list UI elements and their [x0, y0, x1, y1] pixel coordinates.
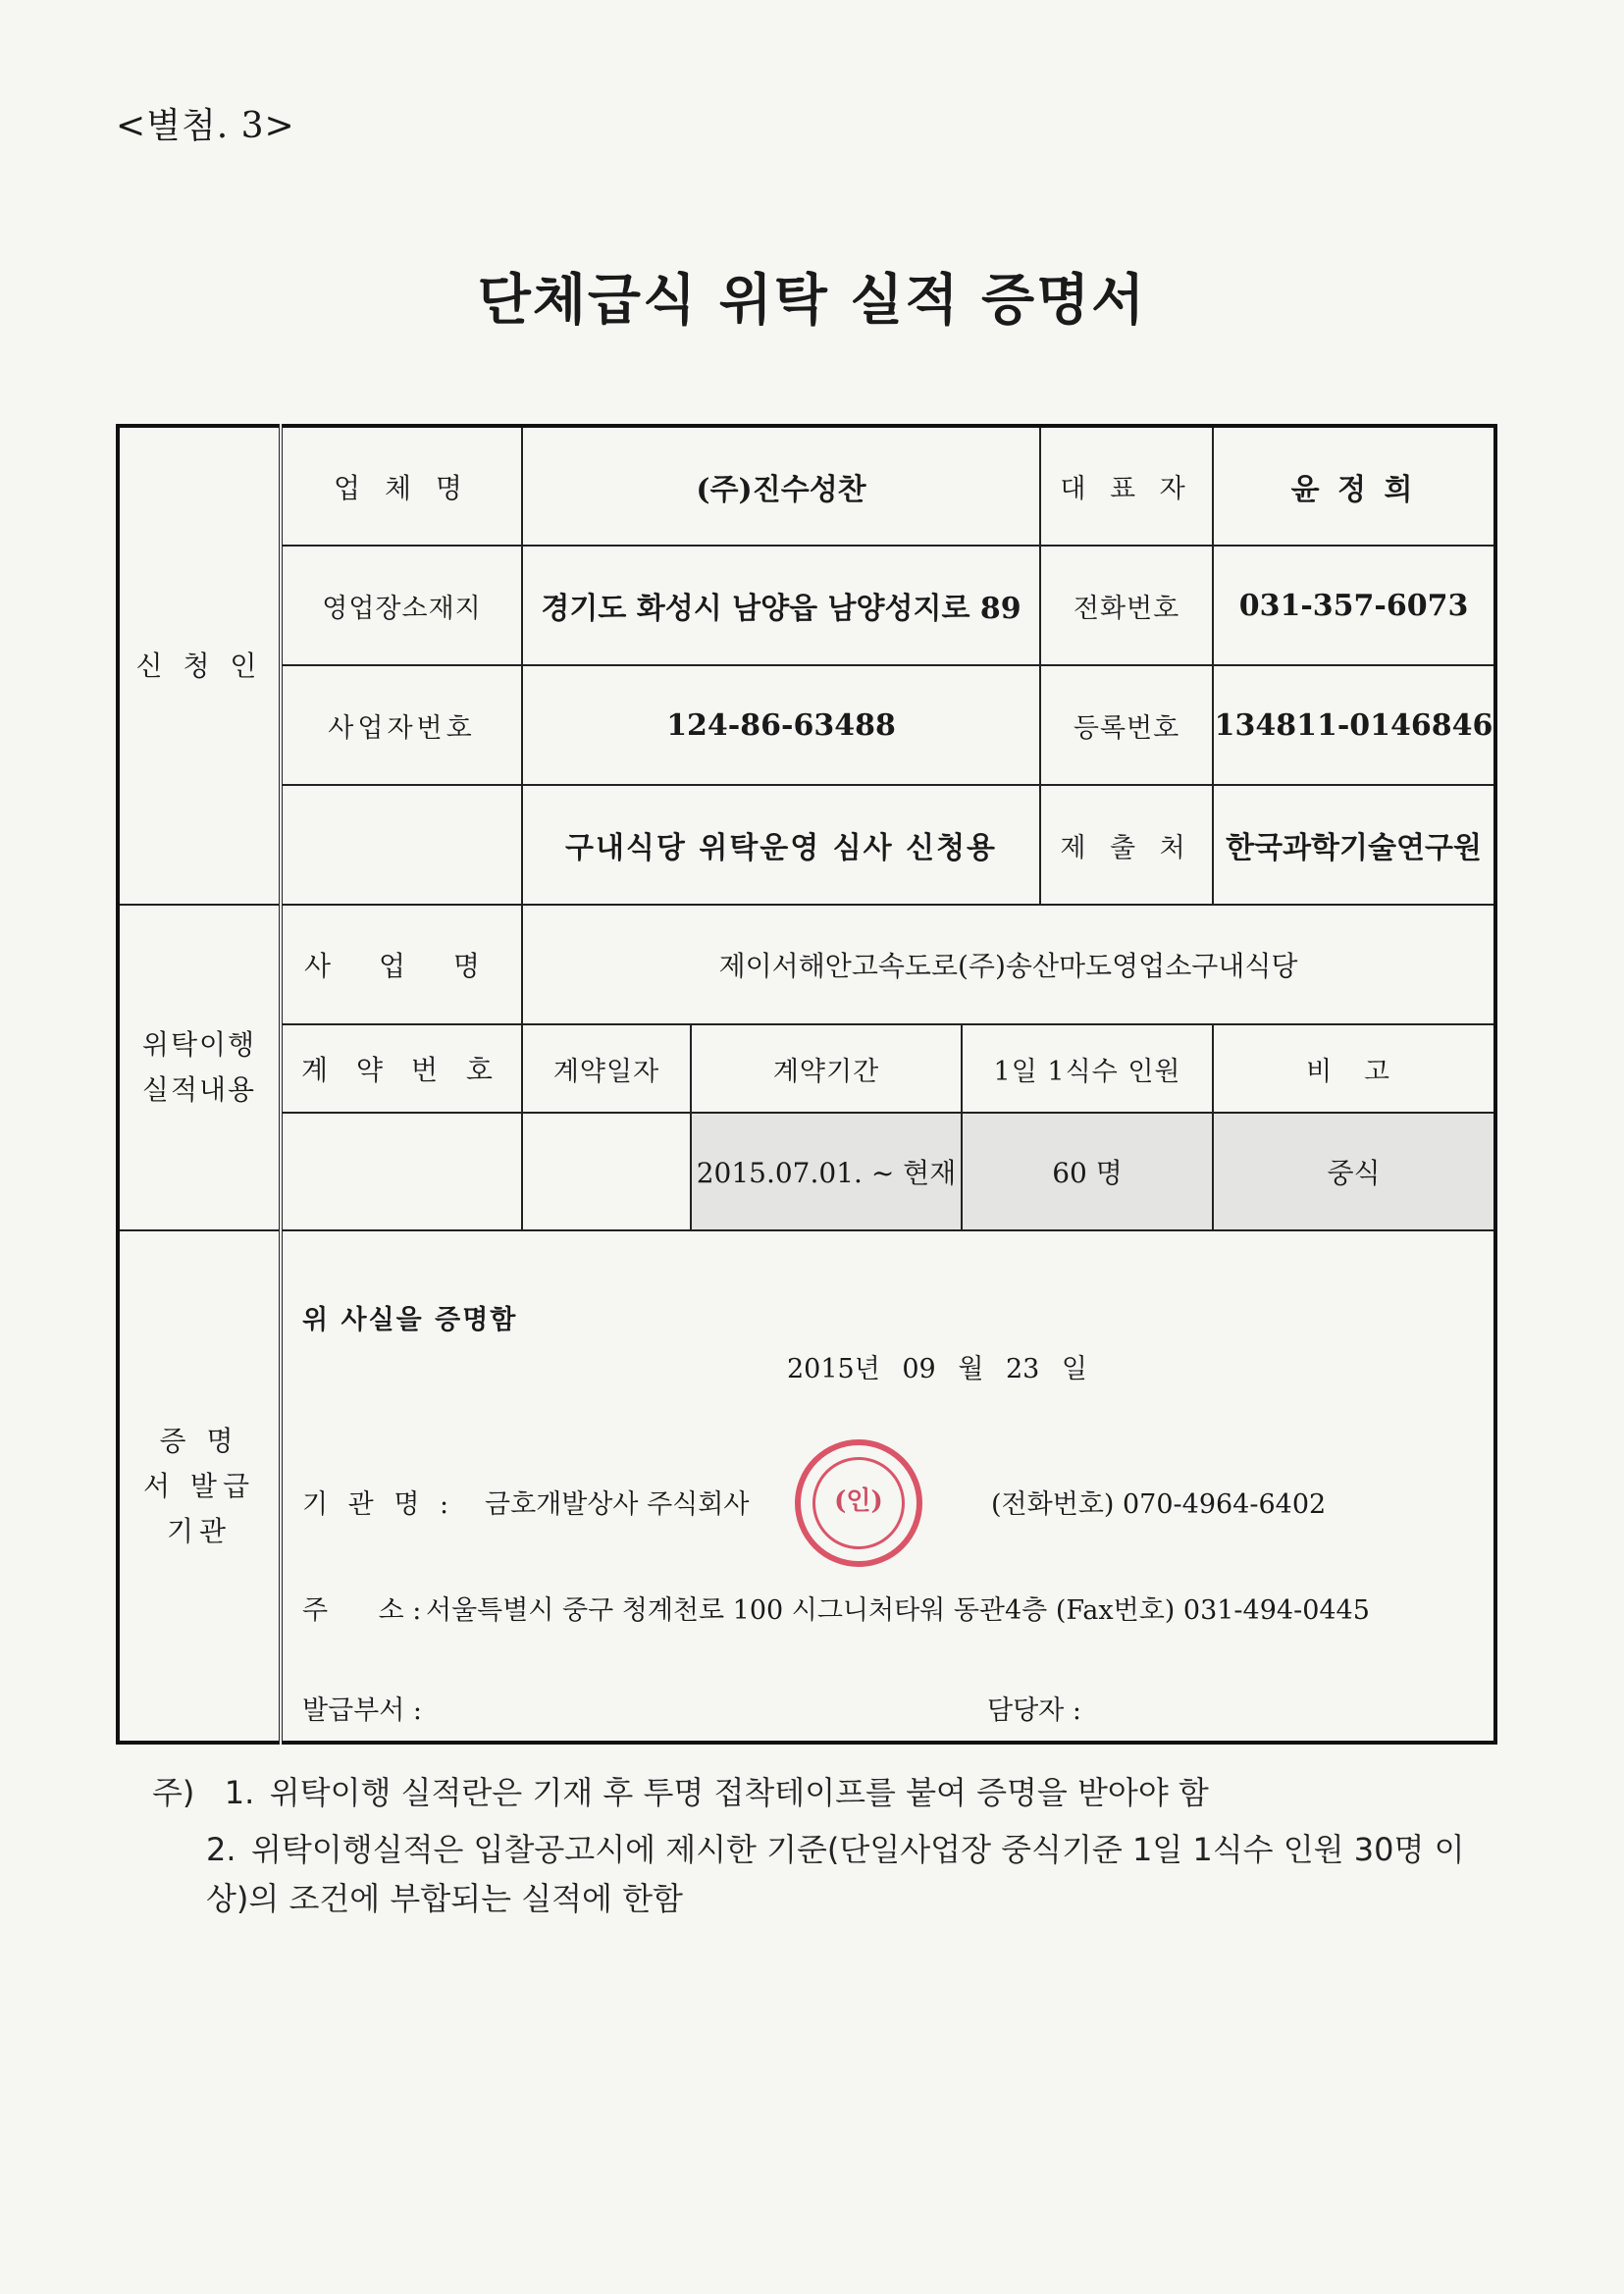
row-contract-headers: [118, 1024, 1495, 1113]
remarks-value: 중식: [1213, 1113, 1495, 1230]
notes-line-2: [206, 1825, 1482, 1923]
row-contract-values: [118, 1113, 1495, 1230]
registration-number-value: 134811-0146846: [1213, 665, 1495, 785]
contract-date-header: 계약일자: [522, 1024, 691, 1113]
issuer-section-cell: [118, 1230, 281, 1743]
row-certificate: [118, 1230, 1495, 1743]
official-seal-stamp: [795, 1439, 922, 1567]
contract-number-value: [281, 1113, 522, 1230]
organization-label: 기 관 명 :: [302, 1489, 455, 1520]
company-name-value: (주)진수성찬: [522, 426, 1040, 546]
submit-to-value: 한국과학기술연구원: [1213, 785, 1495, 905]
row-bizno: [118, 665, 1495, 785]
business-address-value: 경기도 화성시 남양읍 남양성지로 89: [522, 546, 1040, 665]
submit-to-label: 제 출 처: [1040, 785, 1213, 905]
company-name-label: 업 체 명: [281, 426, 522, 546]
note-2-number: 2.: [206, 1831, 236, 1868]
address-label: 주 소 :: [302, 1595, 422, 1626]
phone-label: 전화번호: [1040, 546, 1213, 665]
certification-statement: 위 사실을 증명함: [302, 1305, 518, 1335]
row-purpose: [118, 785, 1495, 905]
applicant-section-label: 신 청 인: [135, 649, 263, 682]
attachment-label: <별첨. 3>: [116, 106, 295, 146]
business-name-label: 사 업 명: [281, 905, 522, 1024]
daily-meals-header: 1일 1식수 인원: [962, 1024, 1213, 1113]
organization-phone: (전화번호) 070-4964-6402: [991, 1489, 1327, 1520]
notes-prefix: 주): [152, 1774, 195, 1811]
certificate-body-cell: [281, 1230, 1495, 1743]
manager-label: 담당자 :: [987, 1695, 1081, 1726]
purpose-empty-cell: [281, 785, 522, 905]
registration-number-label: 등록번호: [1040, 665, 1213, 785]
contract-period-header: 계약기간: [691, 1024, 962, 1113]
business-address-label: 영업장소재지: [281, 546, 522, 665]
business-number-value: 124-86-63488: [522, 665, 1040, 785]
organization-value: 금호개발상사 주식회사: [485, 1489, 750, 1520]
business-number-label: 사업자번호: [281, 665, 522, 785]
daily-meals-value: 60 명: [962, 1113, 1213, 1230]
purpose-value: 구내식당 위탁운영 심사 신청용: [522, 785, 1040, 905]
row-address: [118, 546, 1495, 665]
contract-number-header: 계 약 번 호: [281, 1024, 522, 1113]
row-company: [118, 426, 1495, 546]
contract-date-value: [522, 1113, 691, 1230]
document-title: 단체급식 위탁 실적 증명서: [477, 269, 1147, 333]
row-business-name: [118, 905, 1495, 1024]
applicant-section-cell: [118, 426, 281, 905]
remarks-header: 비 고: [1213, 1024, 1495, 1113]
note-1-text: 위탁이행 실적란은 기재 후 투명 접착테이프를 붙여 증명을 받아야 함: [269, 1774, 1209, 1811]
representative-label: 대 표 자: [1040, 426, 1213, 546]
address-value: 서울특별시 중구 청계천로 100 시그니처타워 동관4층 (Fax번호) 031-494-0445: [426, 1595, 1370, 1626]
note-2-text: 위탁이행실적은 입찰공고시에 제시한 기준(단일사업장 중식기준 1일 1식수 인원 30명 이상)의 조건에 부합되는 실적에 한함: [206, 1831, 1465, 1917]
business-name-value: 제이서해안고속도로(주)송산마도영업소구내식당: [522, 905, 1495, 1024]
phone-value: 031-357-6073: [1213, 546, 1495, 665]
representative-value: 윤 정 희: [1213, 426, 1495, 546]
performance-section-label: 위탁이행 실적내용: [141, 1028, 257, 1106]
issuer-section-label: 증 명 서 발급기관: [142, 1424, 256, 1547]
performance-section-cell: [118, 905, 281, 1230]
issuing-department-label: 발급부서 :: [302, 1695, 423, 1726]
note-1-number: 1.: [224, 1774, 255, 1811]
issue-date: 2015년 09 월 23 일: [787, 1354, 1088, 1384]
seal-text: (인): [834, 1486, 883, 1516]
notes-line-1: [152, 1768, 1209, 1817]
contract-period-value: 2015.07.01. ~ 현재: [691, 1113, 962, 1230]
certificate-form-table: [116, 424, 1497, 1745]
